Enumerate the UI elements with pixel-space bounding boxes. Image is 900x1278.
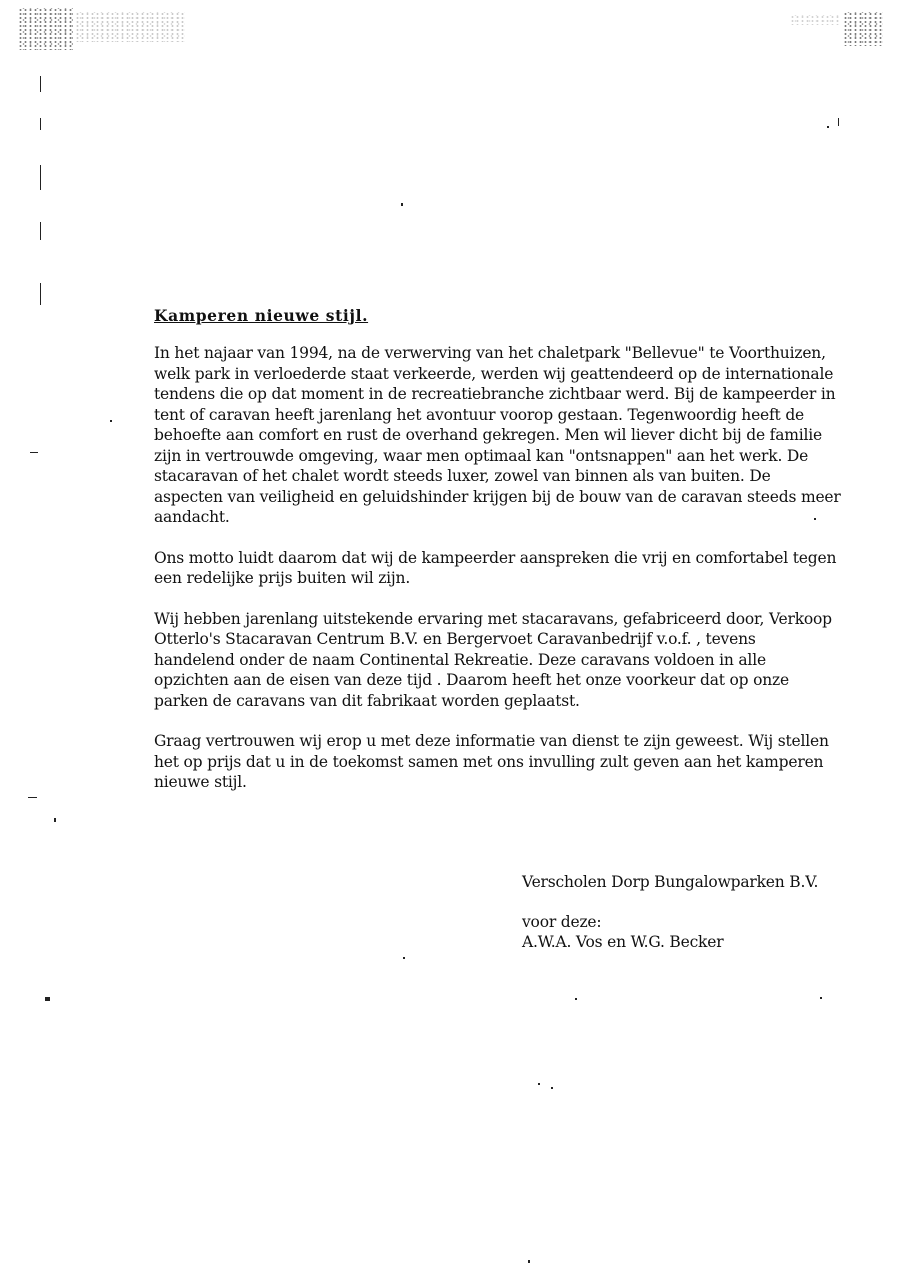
scan-noise-top-left-trail xyxy=(75,12,185,42)
scan-speck xyxy=(820,997,822,999)
text-line: behoefte aan comfort en rust de overhand gekregen. Men wil liever dicht bij de familie xyxy=(154,426,822,444)
signature-block xyxy=(522,872,818,953)
text-line: aspecten van veiligheid en geluidshinder krijgen bij de bouw van de caravan steeds meer xyxy=(154,487,841,506)
scan-speck xyxy=(403,957,405,959)
text-line: handelend onder de naam Continental Rekreatie. Deze caravans voldoen in alle xyxy=(154,650,766,669)
signatories: A.W.A. Vos en W.G. Becker xyxy=(522,933,724,951)
paragraph-2 xyxy=(154,548,874,589)
scan-speck xyxy=(28,797,37,798)
scan-speck xyxy=(401,203,403,206)
company-name: Verscholen Dorp Bungalowparken B.V. xyxy=(522,873,819,891)
scan-speck xyxy=(827,126,829,128)
margin-mark xyxy=(40,118,41,130)
text-line: aandacht. xyxy=(154,508,230,526)
text-line: Wij hebben jarenlang uitstekende ervaring met stacaravans, gefabriceerd door, Verkoop xyxy=(154,609,832,628)
scan-noise-top-right xyxy=(843,12,883,46)
scan-speck xyxy=(528,1260,530,1263)
paragraph-1 xyxy=(154,343,874,528)
margin-mark xyxy=(40,165,41,190)
text-line: een redelijke prijs buiten wil zijn. xyxy=(154,569,411,587)
text-line: parken de caravans van dit fabrikaat worden geplaatst. xyxy=(154,691,580,710)
letter-body xyxy=(154,305,874,813)
text-line: tent of caravan heeft jarenlang het avontuur voorop gestaan. Tegenwoordig heeft de xyxy=(154,405,805,424)
scan-speck xyxy=(551,1087,553,1089)
margin-mark xyxy=(40,76,41,92)
text-line: Ons motto luidt daarom dat wij de kampeerder aanspreken die vrij en comfortabel tegen xyxy=(154,548,837,567)
scan-noise-top-right-trail xyxy=(790,15,840,25)
scan-speck xyxy=(30,452,38,453)
scan-noise-top-left xyxy=(18,8,73,50)
text-line: In het najaar van 1994, na de verwerving van het chaletpark "Bellevue" te Voorthuizen, xyxy=(154,344,826,362)
text-line: opzichten aan de eisen van deze tijd . Daarom heeft het onze voorkeur dat op onze xyxy=(154,671,789,689)
margin-mark xyxy=(40,283,41,305)
text-line: het op prijs dat u in de toekomst samen met ons invulling zult geven aan het kamperen xyxy=(154,752,824,771)
text-line: Otterlo's Stacaravan Centrum B.V. en Bergervoet Caravanbedrijf v.o.f. , tevens xyxy=(154,630,756,648)
margin-mark xyxy=(40,222,41,240)
scan-speck xyxy=(838,118,839,126)
text-line: zijn in vertrouwde omgeving, waar men optimaal kan "ontsnappen" aan het werk. De xyxy=(154,446,809,465)
scan-speck xyxy=(575,998,577,1000)
text-line: tendens die op dat moment in de recreatiebranche zichtbaar werd. Bij de kampeerder in xyxy=(154,385,836,403)
paragraph-3 xyxy=(154,609,874,712)
text-line: Graag vertrouwen wij erop u met deze informatie van dienst te zijn geweest. Wij stellen xyxy=(154,732,829,750)
text-line: nieuwe stijl. xyxy=(154,773,247,791)
text-line: welk park in verloederde staat verkeerde, werden wij geattendeerd op de internationale xyxy=(154,364,834,383)
scan-speck xyxy=(54,818,56,822)
scan-speck xyxy=(538,1083,540,1085)
letter-title: Kamperen nieuwe stijl. xyxy=(154,306,369,325)
on-behalf-label: voor deze: xyxy=(522,912,602,931)
scan-speck xyxy=(110,420,112,422)
text-line: stacaravan of het chalet wordt steeds luxer, zowel van binnen als van buiten. De xyxy=(154,467,771,485)
paragraph-4 xyxy=(154,731,874,793)
scan-speck xyxy=(45,997,50,1001)
